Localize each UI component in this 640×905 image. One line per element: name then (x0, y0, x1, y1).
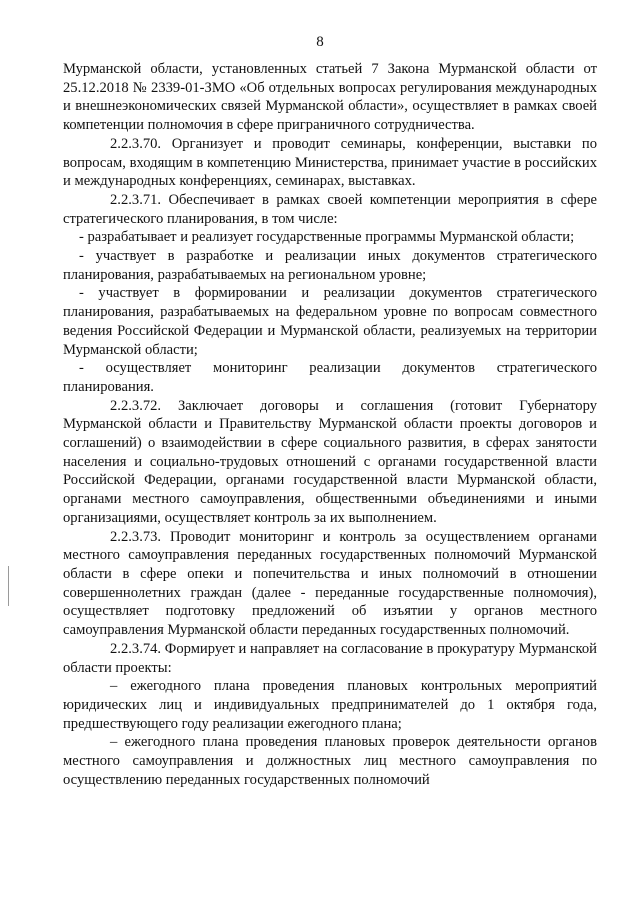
list-item: - разрабатывает и реализует государственные программы Мурманской области; (79, 229, 575, 246)
paragraph-2-2-3-72: 2.2.3.72. Заключает договоры и соглашения (готовит Губернатору Мурманской области и Правительству Мурманской области проекты договоров и соглашений) о взаимодействии в сфере социального развития, в сферах занятости населения и социально-трудовых отношений с органами государственной власти Российской Федерации, органами государственной власти Мурманской области, органами местного самоуправления, общественными объединениями и иными организациями, осуществляет контроль за их выполнением. (63, 397, 597, 526)
paragraph-2-2-3-70: 2.2.3.70. Организует и проводит семинары, конференции, выставки по вопросам, входящим в компетенцию Министерства, принимает участие в российских и международных конференциях, семинарах, выставках. (63, 135, 597, 190)
list-item: – ежегодного плана проведения плановых контрольных мероприятий юридических лиц и индивидуальных предпринимателей до 1 октября года, предшествующего году реализации ежегодного плана; (63, 678, 597, 732)
list-item: - осуществляет мониторинг реализации документов стратегического планирования. (63, 360, 597, 395)
list-item: - участвует в формировании и реализации документов стратегического планирования, разрабатываемых на федеральном уровне по вопросам совместного ведения Российской Федерации и Мурманской области, реализуемых на территории Мурманской области; (63, 285, 597, 358)
list-item: – ежегодного плана проведения плановых проверок деятельности органов местного самоуправления и должностных лиц местного самоуправления по осуществлению переданных государственных полномочий (63, 734, 597, 788)
document-body (63, 60, 597, 789)
list-item: - участвует в разработке и реализации иных документов стратегического планирования, разрабатываемых на региональном уровне; (63, 248, 597, 283)
paragraph-2-2-3-74: 2.2.3.74. Формирует и направляет на согласование в прокуратуру Мурманской области проекты: (63, 640, 597, 676)
page-number: 8 (316, 34, 324, 50)
paragraph-2-2-3-71: 2.2.3.71. Обеспечивает в рамках своей компетенции мероприятия в сфере стратегического планирования, в том числе: (63, 191, 597, 227)
paragraph-2-2-3-73: 2.2.3.73. Проводит мониторинг и контроль за осуществлением органами местного самоуправления переданных государственных полномочий Мурманской области в сфере опеки и попечительства и иных полномочий в отношении совершеннолетних граждан (далее - переданные государственные полномочия), осуществляет подготовку предложений об изъятии у органов местного самоуправления Мурманской области переданных государственных полномочий. (63, 528, 597, 639)
margin-mark (8, 566, 9, 606)
paragraph-continuation: Мурманской области, установленных статьей 7 Закона Мурманской области от 25.12.2018 № 2339-01-ЗМО «Об отдельных вопросах регулирования международных и внешнеэкономических связей Мурманской области», осуществляет в рамках своей компетенции полномочия в сфере приграничного сотрудничества. (63, 61, 597, 134)
